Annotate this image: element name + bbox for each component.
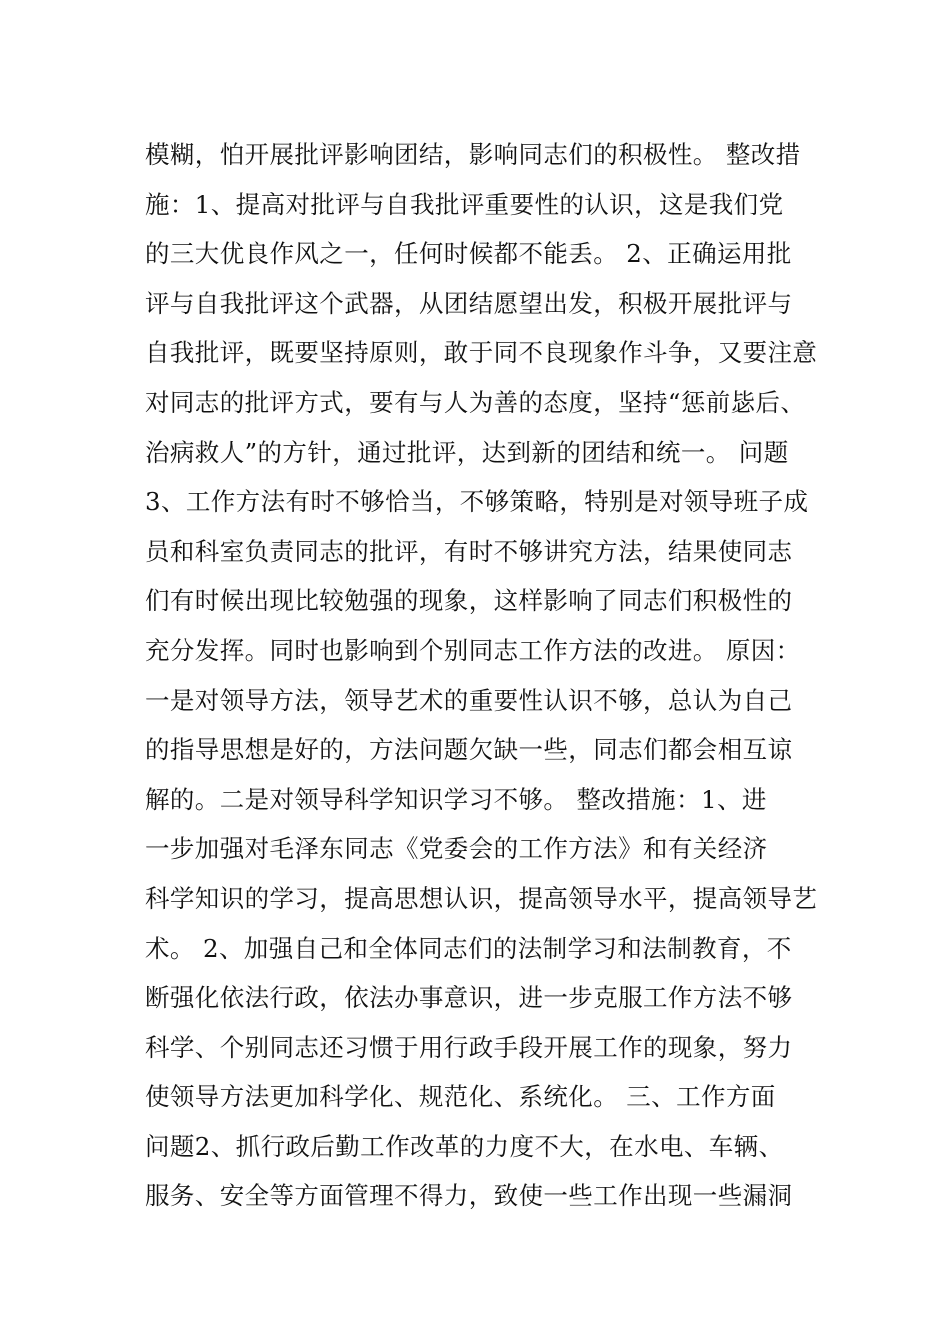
text-line: 充分发挥。同时也影响到个别同志工作方法的改进。 原因： bbox=[145, 635, 801, 665]
text-line: 模糊，怕开展批评影响团结，影响同志们的积极性。 整改措 bbox=[145, 140, 801, 169]
body-text bbox=[145, 130, 825, 1221]
text-line: 科学、个别同志还习惯于用行政手段开展工作的现象，努力 bbox=[145, 1032, 793, 1062]
text-line: 评与自我批评这个武器，从团结愿望出发，积极开展批评与 bbox=[145, 288, 793, 318]
text-line: 解的。二是对领导科学知识学习不够。 整改措施：1、进 bbox=[145, 784, 767, 814]
text-line: 自我批评，既要坚持原则，敢于同不良现象作斗争，又要注意 bbox=[145, 338, 818, 368]
text-line: 3、工作方法有时不够恰当，不够策略，特别是对领导班子成 bbox=[145, 487, 809, 517]
text-line: 施：1、提高对批评与自我批评重要性的认识，这是我们党 bbox=[145, 189, 784, 219]
text-line: 治病救人”的方针，通过批评，达到新的团结和统一。 问题 bbox=[145, 437, 789, 467]
text-line: 术。 2、加强自己和全体同志们的法制学习和法制教育，不 bbox=[145, 933, 792, 963]
text-line: 对同志的批评方式，要有与人为善的态度，坚持“惩前毖后、 bbox=[145, 387, 806, 417]
text-line: 使领导方法更加科学化、规范化、系统化。 三、工作方面 bbox=[145, 1082, 776, 1112]
text-line: 科学知识的学习，提高思想认识，提高领导水平，提高领导艺 bbox=[145, 883, 818, 913]
text-line: 们有时候出现比较勉强的现象，这样影响了同志们积极性的 bbox=[145, 586, 793, 616]
text-line: 员和科室负责同志的批评，有时不够讲究方法，结果使同志 bbox=[145, 536, 793, 566]
text-line: 服务、安全等方面管理不得力，致使一些工作出现一些漏洞 bbox=[145, 1181, 793, 1211]
text-line: 断强化依法行政，依法办事意识，进一步克服工作方法不够 bbox=[145, 983, 793, 1013]
text-line: 的三大优良作风之一，任何时候都不能丢。 2、正确运用批 bbox=[145, 239, 792, 269]
text-line: 问题2、抓行政后勤工作改革的力度不大，在水电、车辆、 bbox=[145, 1131, 784, 1161]
text-line: 一步加强对毛泽东同志《党委会的工作方法》和有关经济 bbox=[145, 834, 768, 864]
text-line: 一是对领导方法，领导艺术的重要性认识不够，总认为自己 bbox=[145, 685, 793, 715]
text-line: 的指导思想是好的，方法问题欠缺一些，同志们都会相互谅 bbox=[145, 735, 793, 765]
